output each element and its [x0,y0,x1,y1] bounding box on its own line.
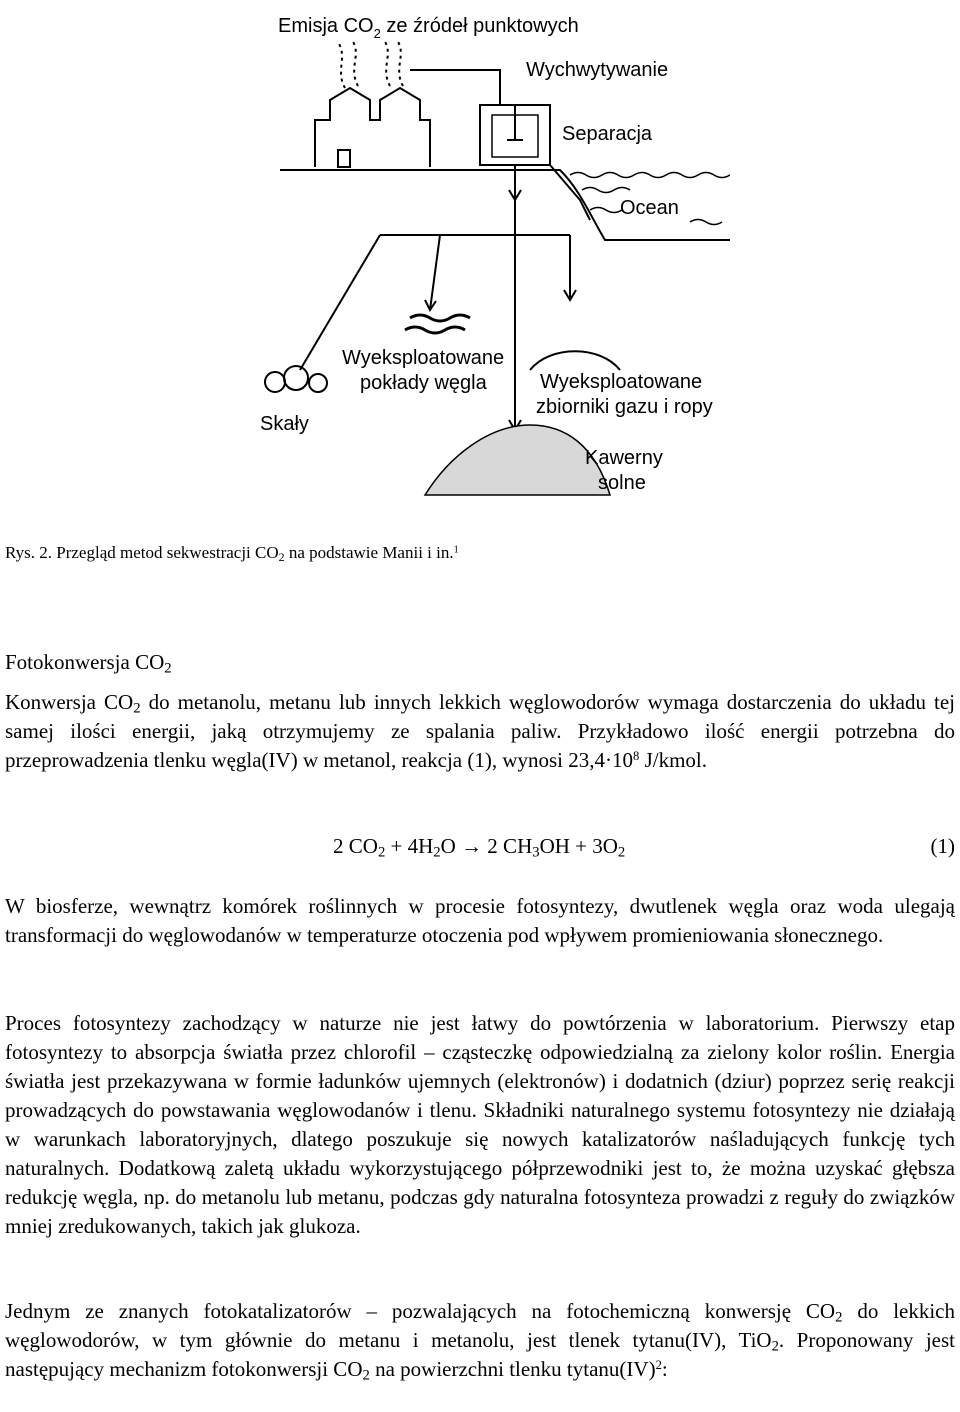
para4-text-a: Jednym ze znanych fotokatalizatorów – pozwalających na fotochemiczną konwersję CO [5,1299,836,1323]
para4-text-b: do lekkich węglowodorów, w tym głównie do metanu i metanolu, jest tlenek tytanu(IV), TiO [5,1299,956,1352]
para4-text-d: na powierzchni tlenku tytanu(IV) [369,1357,656,1381]
para4-sub: 2 [835,1309,843,1326]
caption-subscript: 2 [278,549,285,564]
eq-part: 2 CO [333,834,378,858]
equation-body [333,834,625,859]
label-emission: Emisja $CO_2$ ze źródeł punktowych [278,15,579,41]
label-salt-2: solne [598,472,646,494]
label-salt-1: Kawerny [585,447,663,469]
figure-caption [5,541,955,565]
coal-seams [405,315,470,333]
heading-subscript: 2 [164,660,172,677]
paragraph-1 [5,688,955,775]
smoke-plumes [338,40,403,88]
label-coal-2: pokłady węgla [360,372,487,394]
para1-text-b: do metanolu, metanu lub innych lekkich węglowodorów wymaga dostarczenia do układu tej samej ilości energii, jaką otrzymujemy ze spalania paliw. Przykładowo ilość energii potrzebna do przeprowadzenia tlenku węgla(IV) w metanol, reakcja (1), wynosi 23,4·10 [5,690,955,772]
factory-door [338,150,350,167]
para4-sub: 2 [362,1367,370,1384]
diagram-svg [230,0,730,500]
caption-text: Rys. 2. Przegląd metod sekwestracji CO [5,543,279,562]
eq-sub: 2 [617,844,626,861]
label-coal-1: Wyeksploatowane [342,347,505,369]
eq-part: OH + 3O [539,834,618,858]
para1-text-c: J/kmol. [639,748,707,772]
eq-part: + 4H [385,834,434,858]
label-rocks: Skały [260,413,309,435]
eq-sub: 3 [532,844,540,861]
para4-text-c: . Proponowany jest następujący mechanizm fotokonwersji CO [5,1328,955,1381]
section-heading [5,648,955,677]
equation-1 [5,834,955,864]
rock-pile [265,366,327,392]
factory-building [315,88,430,167]
capture-pipe [410,70,500,105]
paragraph-4 [5,1297,955,1384]
label-ocean: Ocean [620,197,679,219]
para1-sup: 8 [633,749,640,764]
equation-number: (1) [930,834,955,858]
para4-sup: 2 [655,1358,662,1373]
para4-text-e: : [661,1357,668,1381]
paragraph-2: W biosferze, wewnątrz komórek roślinnych w procesie fotosyntezy, dwutlenek węgla oraz woda ulegają transformacji do węglowodanów w temperaturze otoczenia pod wpływem promieniowania słonecznego. [5,894,955,947]
label-separation: Separacja [562,123,653,145]
arrowheads [425,190,576,430]
para4-sub: 2 [771,1338,779,1355]
label-gas-1: Wyeksploatowane [540,371,703,393]
eq-part: O → 2 CH [440,834,533,858]
sequestration-diagram [230,0,730,500]
caption-text-tail: na podstawie Manii i in. [284,543,454,562]
caption-footnote-ref: 1 [453,544,459,556]
paragraph-3: Proces fotosyntezy zachodzący w naturze nie jest łatwy do powtórzenia w laboratorium. Pierwszy etap fotosyntezy to absorpcja światła przez chlorofil – cząsteczkę odpowiedzialną za zielony kolor roślin. Energia światła jest przekazywana w formie ładunków ujemnych (elektronów) i dodatnich (dziur) poprzez serię reakcji prowadzących do powstawania węglowodanów i tlenu. Składniki naturalnego systemu fotosyntezy nie działają w warunkach laboratoryjnych, dlatego poszukuje się nowych katalizatorów naśladujących funkcję tych naturalnych. Dodatkową zaletą układu wykorzystującego półprzewodniki jest to, że można uzyskać głębsza redukcję węgla, np. do metanolu lub metanu, podczas gdy naturalna fotosynteza prowadzi z reguły do związków mniej zredukowanych, takich jak glukoza. [5,1011,955,1238]
heading-text: Fotokonwersja CO [5,650,165,674]
gas-reservoir-dome [530,351,620,370]
salt-cavern-mound [425,425,610,495]
separator-shaft [507,105,523,140]
pipe-to-coal [430,235,440,310]
para1-text-a: Konwersja CO [5,690,134,714]
eq-sub: 2 [377,844,386,861]
eq-sub: 2 [433,844,441,861]
label-gas-2: zbiorniki gazu i ropy [536,396,713,418]
para1-sub: 2 [133,700,141,717]
label-capture: Wychwytywanie [526,59,669,81]
